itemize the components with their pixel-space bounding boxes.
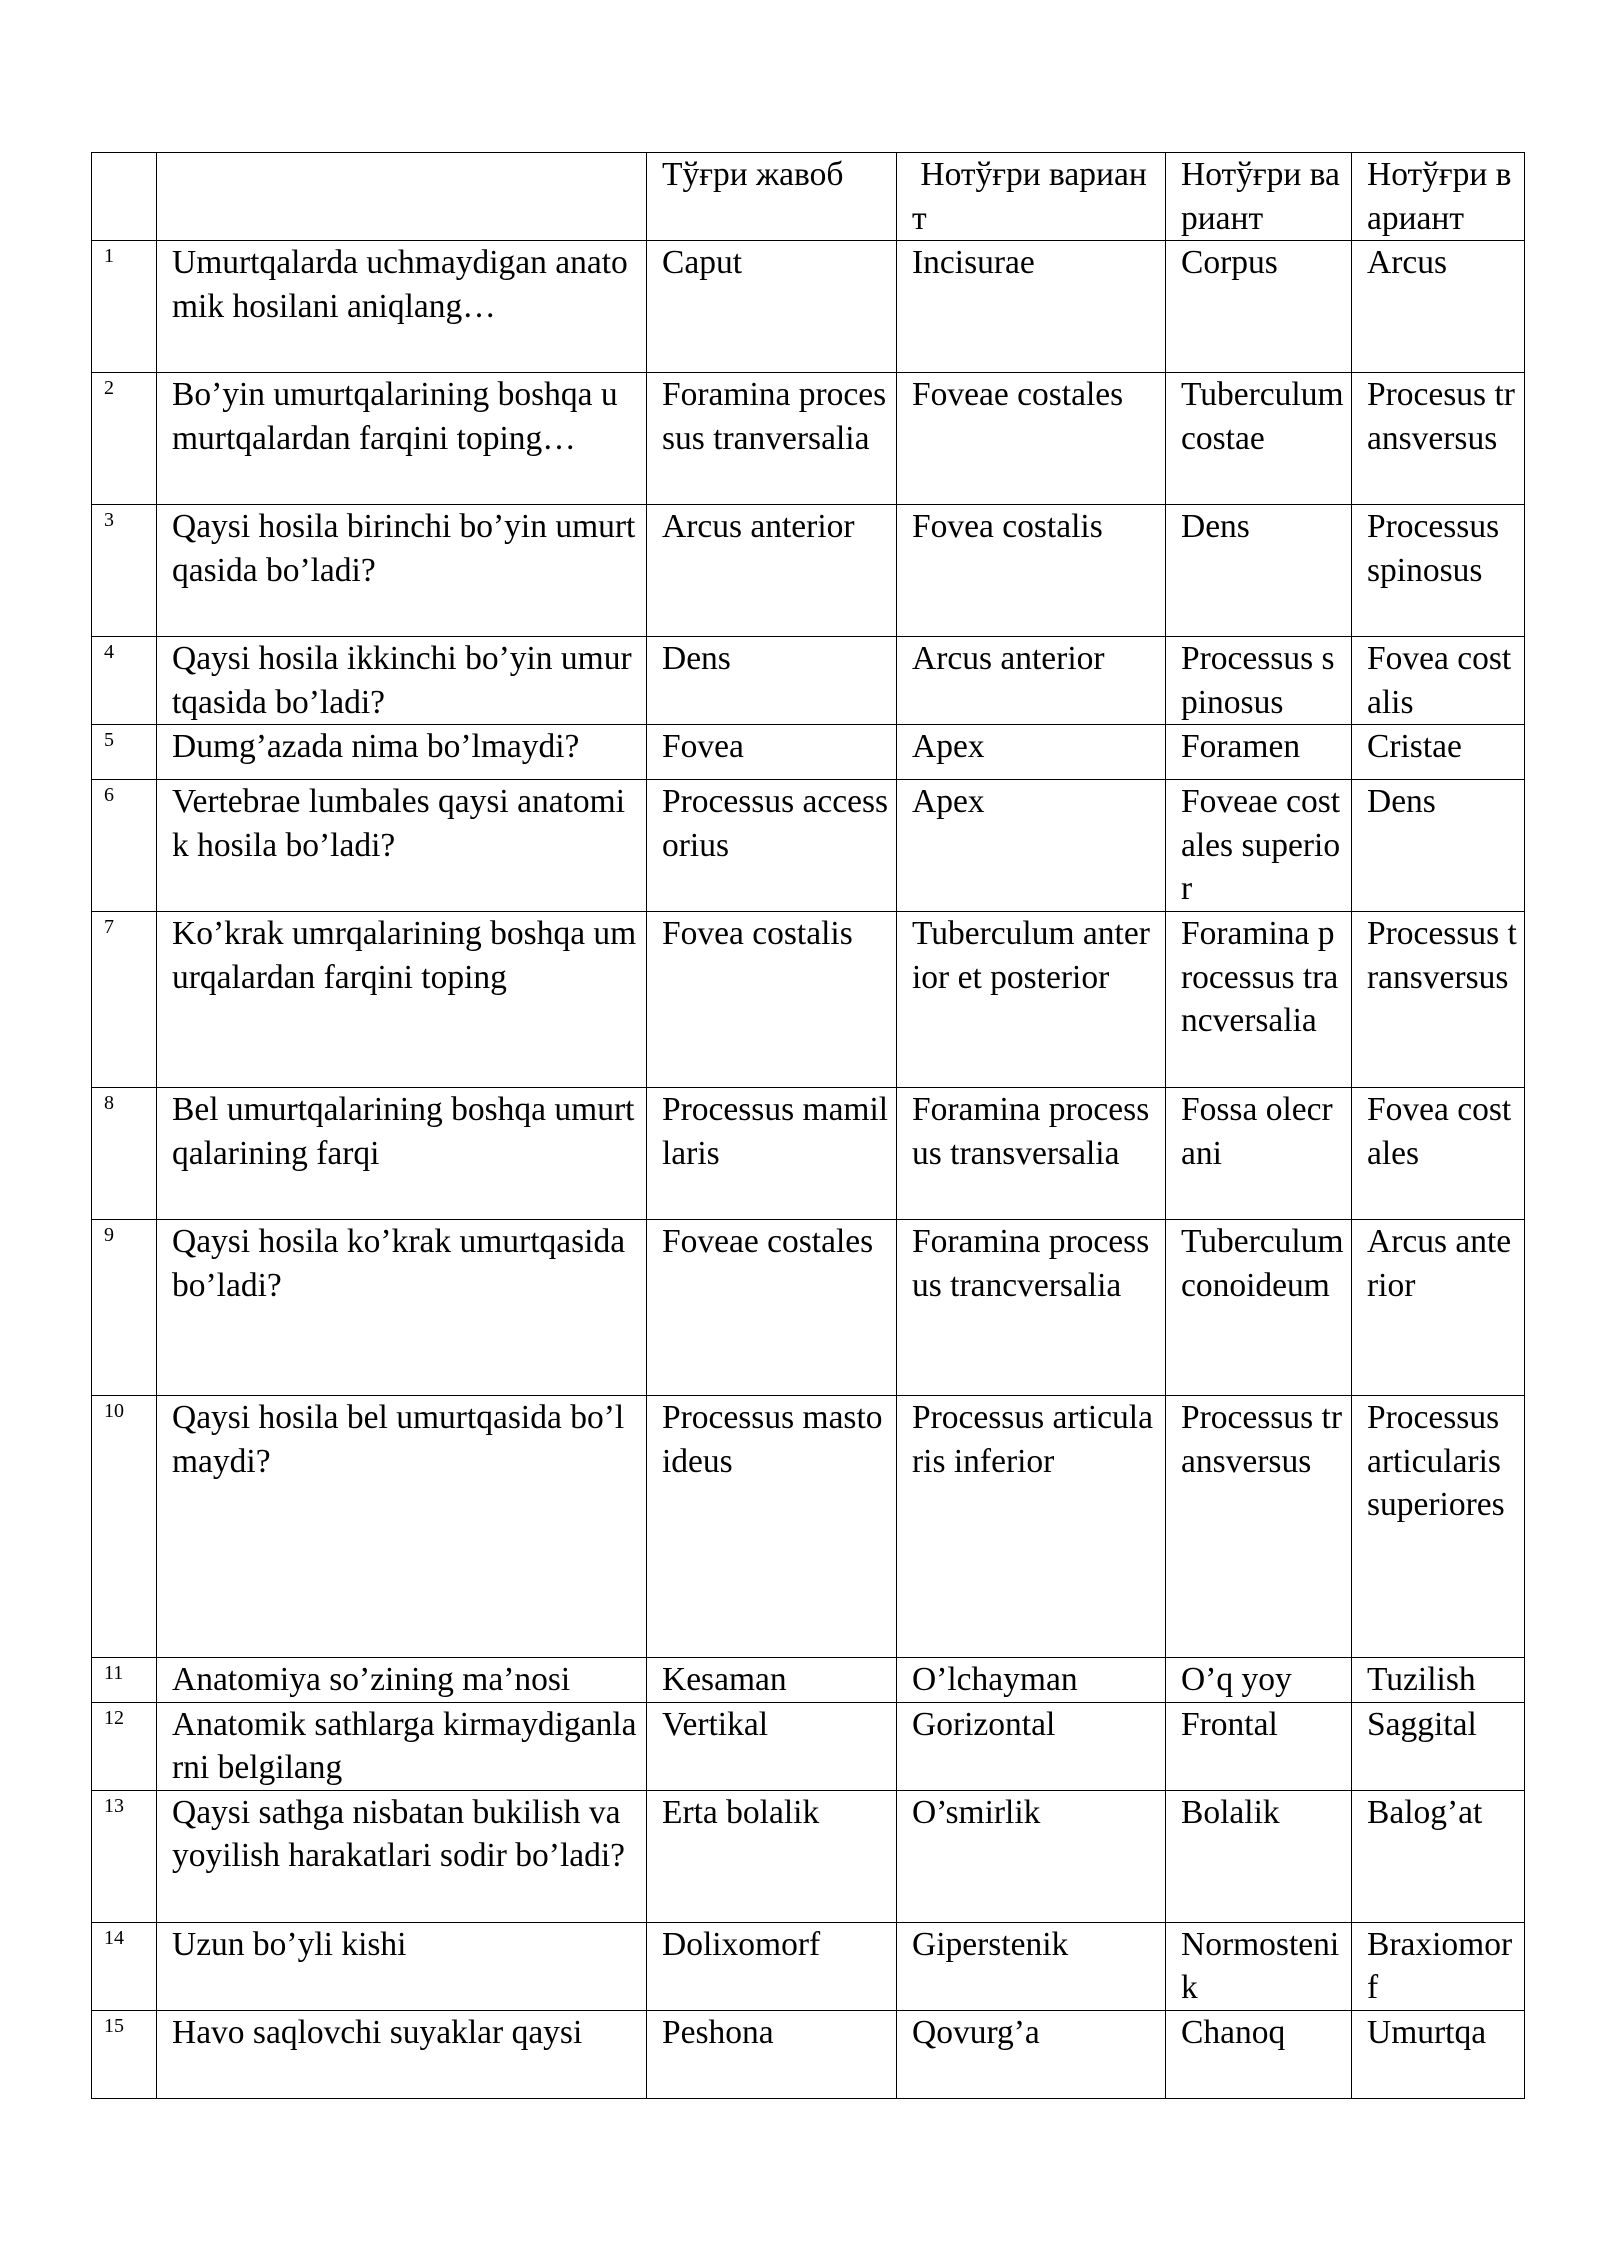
- table-row: [92, 1088, 1525, 1220]
- wrong-option-3: Fovea costales: [1352, 1088, 1525, 1220]
- table-row: [92, 1396, 1525, 1658]
- wrong-option-1: Foramina processus transversalia: [897, 1088, 1166, 1220]
- table-row: [92, 780, 1525, 912]
- row-number: 6: [92, 780, 157, 912]
- question-text: Bo’yin umurtqalarining boshqa umurtqalardan farqini toping…: [157, 373, 647, 505]
- wrong-option-1: Qovurg’a: [897, 2010, 1166, 2098]
- wrong-option-3: Arcus anterior: [1352, 1220, 1525, 1396]
- question-text: Anatomik sathlarga kirmaydiganlarni belgilang: [157, 1702, 647, 1790]
- correct-answer: Processus mastoideus: [647, 1396, 897, 1658]
- table-header-row: [92, 153, 1525, 241]
- table-row: [92, 1658, 1525, 1703]
- question-text: Umurtqalarda uchmaydigan anatomik hosilani aniqlang…: [157, 241, 647, 373]
- table-row: [92, 912, 1525, 1088]
- wrong-option-2: Frontal: [1166, 1702, 1352, 1790]
- wrong-option-1: Apex: [897, 725, 1166, 780]
- header-question-cell: [157, 153, 647, 241]
- header-wrong-option-3: Нотўғри вариант: [1352, 153, 1525, 241]
- wrong-option-3: Dens: [1352, 780, 1525, 912]
- wrong-option-2: Processus transversus: [1166, 1396, 1352, 1658]
- wrong-option-2: Chanoq: [1166, 2010, 1352, 2098]
- wrong-option-1: Processus articularis inferior: [897, 1396, 1166, 1658]
- wrong-option-1: Foramina processus trancversalia: [897, 1220, 1166, 1396]
- wrong-option-1: Apex: [897, 780, 1166, 912]
- row-number: 11: [92, 1658, 157, 1703]
- correct-answer: Processus mamillaris: [647, 1088, 897, 1220]
- table-row: [92, 373, 1525, 505]
- header-correct-answer: Тўғри жавоб: [647, 153, 897, 241]
- question-text: Anatomiya so’zining ma’nosi: [157, 1658, 647, 1703]
- correct-answer: Fovea costalis: [647, 912, 897, 1088]
- wrong-option-2: Corpus: [1166, 241, 1352, 373]
- wrong-option-2: Foveae costales superior: [1166, 780, 1352, 912]
- question-text: Qaysi hosila bel umurtqasida bo’lmaydi?: [157, 1396, 647, 1658]
- correct-answer: Foveae costales: [647, 1220, 897, 1396]
- question-text: Ko’krak umrqalarining boshqa umurqalardan farqini toping: [157, 912, 647, 1088]
- correct-answer: Dolixomorf: [647, 1922, 897, 2010]
- row-number: 13: [92, 1790, 157, 1922]
- wrong-option-2: Normostenik: [1166, 1922, 1352, 2010]
- row-number: 5: [92, 725, 157, 780]
- correct-answer: Foramina processus tranversalia: [647, 373, 897, 505]
- row-number: 10: [92, 1396, 157, 1658]
- wrong-option-3: Procesus transversus: [1352, 373, 1525, 505]
- question-text: Bel umurtqalarining boshqa umurtqalarining farqi: [157, 1088, 647, 1220]
- row-number: 8: [92, 1088, 157, 1220]
- wrong-option-1: Foveae costales: [897, 373, 1166, 505]
- correct-answer: Vertikal: [647, 1702, 897, 1790]
- row-number: 1: [92, 241, 157, 373]
- wrong-option-2: Fossa olecrani: [1166, 1088, 1352, 1220]
- wrong-option-2: Tuberculum costae: [1166, 373, 1352, 505]
- question-text: Uzun bo’yli kishi: [157, 1922, 647, 2010]
- wrong-option-3: Tuzilish: [1352, 1658, 1525, 1703]
- wrong-option-1: O’lchayman: [897, 1658, 1166, 1703]
- question-text: Vertebrae lumbales qaysi anatomik hosila bo’ladi?: [157, 780, 647, 912]
- table-row: [92, 2010, 1525, 2098]
- table-row: [92, 725, 1525, 780]
- wrong-option-3: Processus transversus: [1352, 912, 1525, 1088]
- question-text: Qaysi hosila ikkinchi bo’yin umurtqasida bo’ladi?: [157, 637, 647, 725]
- correct-answer: Fovea: [647, 725, 897, 780]
- wrong-option-2: Foramina processus trancversalia: [1166, 912, 1352, 1088]
- wrong-option-2: Tuberculum conoideum: [1166, 1220, 1352, 1396]
- wrong-option-1: Incisurae: [897, 241, 1166, 373]
- wrong-option-2: Dens: [1166, 505, 1352, 637]
- quiz-table: [91, 152, 1525, 2099]
- wrong-option-3: Braxiomorf: [1352, 1922, 1525, 2010]
- table-row: [92, 241, 1525, 373]
- wrong-option-3: Balog’at: [1352, 1790, 1525, 1922]
- header-wrong-option-1: Нотўғри вариант: [897, 153, 1166, 241]
- wrong-option-1: Giperstenik: [897, 1922, 1166, 2010]
- wrong-option-2: O’q yoy: [1166, 1658, 1352, 1703]
- row-number: 4: [92, 637, 157, 725]
- table-row: [92, 1220, 1525, 1396]
- table-row: [92, 505, 1525, 637]
- wrong-option-1: Tuberculum anterior et posterior: [897, 912, 1166, 1088]
- question-text: Qaysi hosila birinchi bo’yin umurtqasida bo’ladi?: [157, 505, 647, 637]
- question-text: Qaysi sathga nisbatan bukilish va yoyilish harakatlari sodir bo’ladi?: [157, 1790, 647, 1922]
- wrong-option-1: Gorizontal: [897, 1702, 1166, 1790]
- wrong-option-1: Fovea costalis: [897, 505, 1166, 637]
- wrong-option-2: Foramen: [1166, 725, 1352, 780]
- table-row: [92, 1702, 1525, 1790]
- wrong-option-2: Processus spinosus: [1166, 637, 1352, 725]
- table-row: [92, 637, 1525, 725]
- correct-answer: Caput: [647, 241, 897, 373]
- wrong-option-3: Umurtqa: [1352, 2010, 1525, 2098]
- correct-answer: Processus accessorius: [647, 780, 897, 912]
- row-number: 9: [92, 1220, 157, 1396]
- question-text: Havo saqlovchi suyaklar qaysi: [157, 2010, 647, 2098]
- row-number: 2: [92, 373, 157, 505]
- row-number: 14: [92, 1922, 157, 2010]
- wrong-option-3: Saggital: [1352, 1702, 1525, 1790]
- wrong-option-3: Arcus: [1352, 241, 1525, 373]
- correct-answer: Kesaman: [647, 1658, 897, 1703]
- row-number: 12: [92, 1702, 157, 1790]
- correct-answer: Erta bolalik: [647, 1790, 897, 1922]
- wrong-option-3: Processus articularis superiores: [1352, 1396, 1525, 1658]
- table-row: [92, 1790, 1525, 1922]
- wrong-option-1: Arcus anterior: [897, 637, 1166, 725]
- wrong-option-3: Processus spinosus: [1352, 505, 1525, 637]
- wrong-option-1: O’smirlik: [897, 1790, 1166, 1922]
- table-row: [92, 1922, 1525, 2010]
- header-number-cell: [92, 153, 157, 241]
- header-wrong-option-2: Нотўғри вариант: [1166, 153, 1352, 241]
- question-text: Dumg’azada nima bo’lmaydi?: [157, 725, 647, 780]
- wrong-option-3: Fovea costalis: [1352, 637, 1525, 725]
- row-number: 7: [92, 912, 157, 1088]
- wrong-option-3: Cristae: [1352, 725, 1525, 780]
- row-number: 15: [92, 2010, 157, 2098]
- wrong-option-2: Bolalik: [1166, 1790, 1352, 1922]
- correct-answer: Dens: [647, 637, 897, 725]
- row-number: 3: [92, 505, 157, 637]
- question-text: Qaysi hosila ko’krak umurtqasida bo’ladi?: [157, 1220, 647, 1396]
- correct-answer: Peshona: [647, 2010, 897, 2098]
- correct-answer: Arcus anterior: [647, 505, 897, 637]
